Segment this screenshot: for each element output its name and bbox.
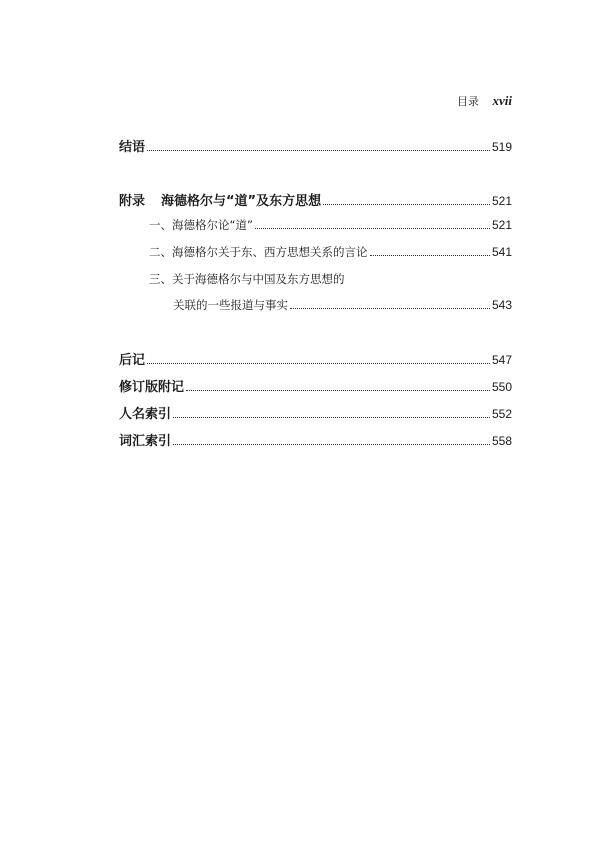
toc-entry-title: 修订版附记: [119, 380, 185, 395]
toc-entry-appendix[interactable]: [119, 190, 512, 209]
running-header: [457, 93, 512, 109]
toc-entry-page: 521: [491, 194, 512, 208]
toc-entry-name-index[interactable]: [119, 403, 512, 422]
dot-leader: [186, 390, 490, 391]
toc-entry-conclusion[interactable]: [119, 136, 512, 155]
toc-entry-appendix-3[interactable]: [173, 297, 512, 313]
toc-entry-appendix-2[interactable]: [149, 244, 512, 260]
dot-leader: [290, 308, 490, 309]
dot-leader: [173, 417, 490, 418]
dot-leader: [147, 150, 490, 151]
dot-leader: [173, 444, 490, 445]
toc-entry-page: 543: [491, 298, 512, 312]
toc-entry-appendix-1[interactable]: [149, 217, 512, 233]
page-number: xvii: [492, 93, 512, 108]
toc-entry-page: 519: [491, 140, 512, 154]
toc-entry-page: 550: [491, 380, 512, 394]
toc-entry-appendix-3-line1: 三、关于海德格尔与中国及东方思想的: [149, 272, 345, 286]
toc-entry-page: 541: [491, 245, 512, 259]
toc-entry-title: 海德格尔与“道”及东方思想: [161, 194, 322, 209]
toc-entry-page: 558: [491, 434, 512, 448]
toc-entry-title: 一、海德格尔论“道”: [149, 218, 253, 232]
dot-leader: [370, 255, 490, 256]
toc-entry-afterword[interactable]: [119, 349, 512, 368]
toc-entry-title: 人名索引: [119, 407, 172, 422]
toc-entry-title: 词汇索引: [119, 434, 172, 449]
toc-entry-term-index[interactable]: [119, 430, 512, 449]
appendix-label: 附录: [119, 194, 146, 209]
toc-entry-title: 二、海德格尔关于东、西方思想关系的言论: [149, 245, 368, 259]
toc-entry-title: 后记: [119, 353, 146, 368]
toc-entry-page: 552: [491, 407, 512, 421]
dot-leader: [147, 363, 490, 364]
dot-leader: [255, 228, 490, 229]
toc-entry-title: 关联的一些报道与事实: [173, 298, 288, 312]
toc-entry-page: 521: [491, 218, 512, 232]
header-section: 目录: [457, 95, 479, 108]
dot-leader: [323, 204, 490, 205]
toc-entry-revision-note[interactable]: [119, 376, 512, 395]
toc-entry-title: 结语: [119, 140, 146, 155]
toc-entry-page: 547: [491, 353, 512, 367]
